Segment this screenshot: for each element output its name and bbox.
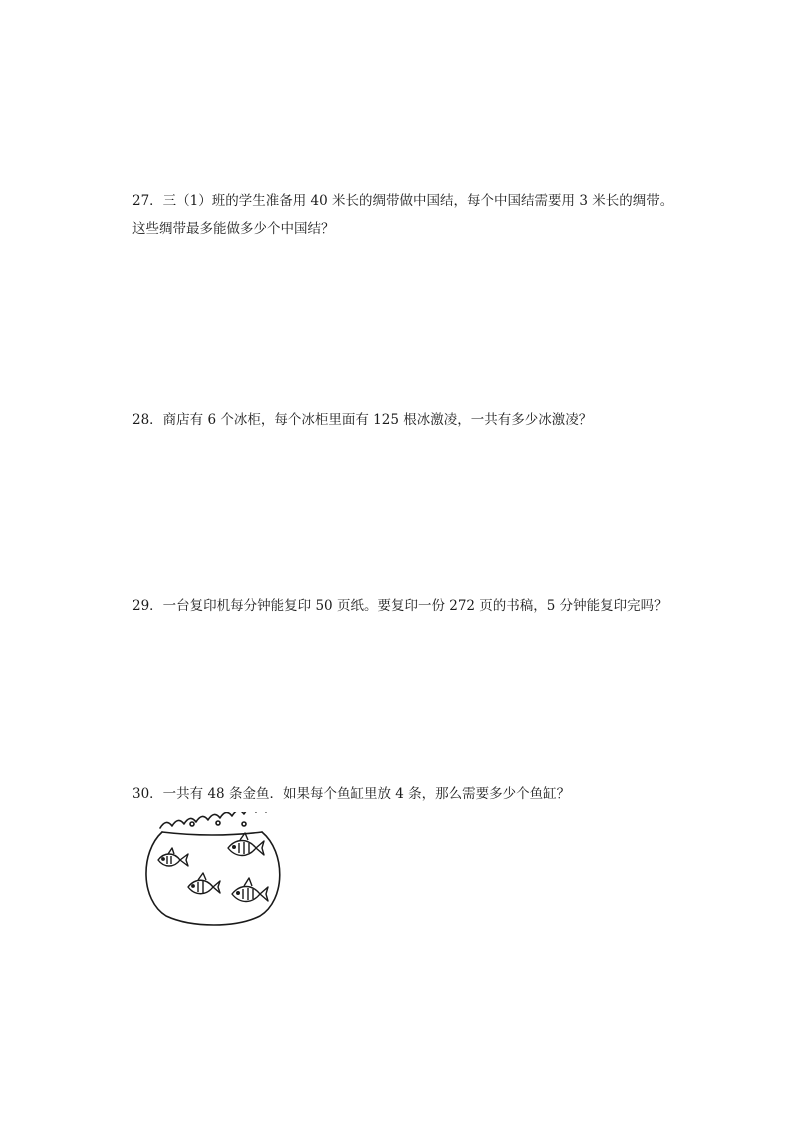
fishbowl-icon (136, 812, 288, 928)
fish-icons (158, 833, 268, 902)
question-29-line-1: 29．一台复印机每分钟能复印 50 页纸。要复印一份 272 页的书稿，5 分钟能复印完吗？ (132, 598, 668, 614)
bowl-rim (160, 812, 266, 828)
fish-icon (188, 873, 220, 894)
fish-icon (158, 848, 188, 866)
bowl-rim-inner (162, 832, 262, 835)
question-30-line-1: 30．一共有 48 条金鱼．如果每个鱼缸里放 4 条，那么需要多少个鱼缸？ (132, 786, 571, 802)
question-30 (132, 780, 692, 808)
question-27 (132, 187, 692, 243)
bowl-body (146, 832, 280, 925)
question-27-line-1: 27．三（1）班的学生准备用 40 米长的绸带做中国结，每个中国结需要用 3 米长的绸带。 (132, 193, 674, 209)
question-28-line-1: 28．商店有 6 个冰柜，每个冰柜里面有 125 根冰激凌，一共有多少冰激凌？ (132, 412, 593, 428)
question-29 (132, 592, 692, 620)
question-28 (132, 406, 692, 434)
fish-icon (232, 878, 268, 902)
fish-icon (228, 833, 264, 856)
question-27-line-2: 这些绸带最多能做多少个中国结？ (132, 221, 335, 237)
